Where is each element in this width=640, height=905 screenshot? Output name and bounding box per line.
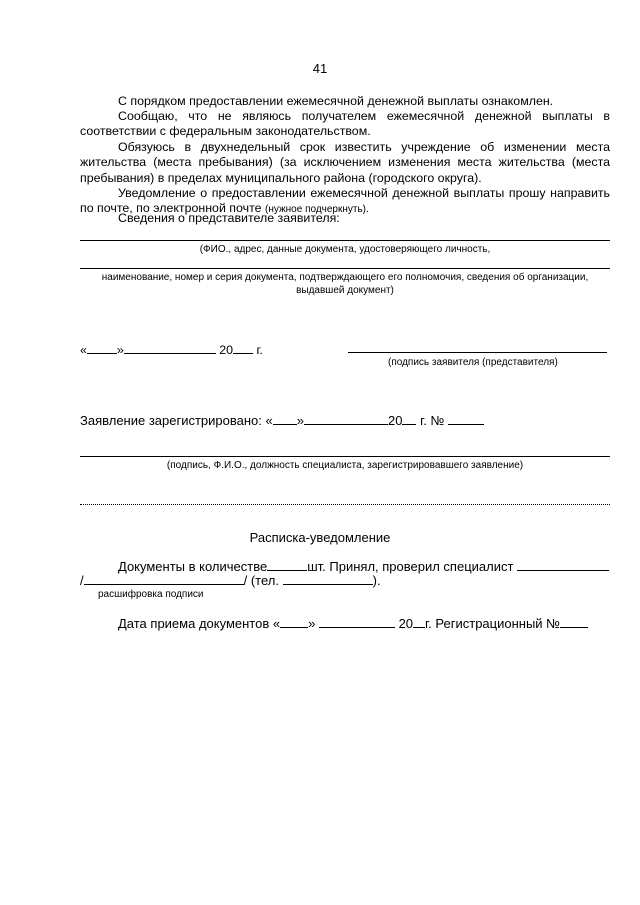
reg-number-blank[interactable] xyxy=(560,616,588,628)
month-blank[interactable] xyxy=(124,342,216,354)
representative-caption-2: наименование, номер и серия документа, подтверждающего его полномочия, сведения об организации, выдавшей документ) xyxy=(101,272,589,296)
applicant-date-field xyxy=(80,342,263,357)
docs-accepted-label: шт. Принял, проверил специалист xyxy=(307,559,514,574)
year-suffix: г. xyxy=(256,343,263,357)
quote-close: » xyxy=(116,343,124,357)
specialist-caption: (подпись, Ф.И.О., должность специалиста, зарегистрировавшего заявление) xyxy=(166,460,524,471)
paragraph-not-recipient: Сообщаю, что не являюсь получателем ежемесячной денежной выплаты в соответствии с федеральным законодательством. xyxy=(80,109,610,139)
receipt-decoding-line xyxy=(80,573,381,588)
paragraph-representative: Сведения о представителе заявителя: xyxy=(118,211,340,225)
tel-blank[interactable] xyxy=(283,573,373,585)
registration-quote-close: » xyxy=(296,413,304,428)
receipt-title: Расписка-уведомление xyxy=(249,530,391,545)
date-year-prefix: 20 xyxy=(398,616,414,631)
docs-count-label: Документы в количестве xyxy=(118,559,268,574)
date-year-blank[interactable] xyxy=(413,616,425,628)
quote-open: « xyxy=(80,343,87,357)
paragraph-obligation: Обязуюсь в двухнедельный срок известить учреждение об изменении места жительства (места пребывания) (за исключением изменения места жительства (места пребывания) в пределах муниципального района (городского округа). xyxy=(80,140,610,185)
cut-line xyxy=(80,504,610,505)
registration-year-prefix: 20 xyxy=(387,413,403,428)
registration-line xyxy=(80,413,484,428)
date-month-blank[interactable] xyxy=(319,616,395,628)
registration-number-label: г. № xyxy=(420,413,445,428)
tel-close: ). xyxy=(372,573,381,588)
registration-label: Заявление зарегистрировано: « xyxy=(80,413,273,428)
registration-month-blank[interactable] xyxy=(304,413,388,425)
decoding-caption: расшифровка подписи xyxy=(98,589,204,600)
page-number: 41 xyxy=(312,61,328,76)
notification-text: Уведомление о предоставлении ежемесячной денежной выплаты прошу направить по почте, по электронной почте xyxy=(80,186,610,216)
year-prefix: 20 xyxy=(219,343,234,357)
registration-number-blank[interactable] xyxy=(448,413,484,425)
notification-note: (нужное подчеркнуть). xyxy=(264,204,369,216)
date-quote-close: » xyxy=(308,616,316,631)
receipt-date-line xyxy=(118,616,588,631)
representative-caption-1: (ФИО., адрес, данные документа, удостоверяющего личность, xyxy=(199,244,491,255)
applicant-signature-caption: (подпись заявителя (представителя) xyxy=(388,357,558,368)
specialist-signature-line[interactable] xyxy=(80,456,610,457)
day-blank[interactable] xyxy=(87,342,117,354)
registration-year-blank[interactable] xyxy=(402,413,416,425)
representative-line-2[interactable] xyxy=(80,268,610,269)
tel-label: / (тел. xyxy=(243,573,279,588)
paragraph-acquainted: С порядком предоставлении ежемесячной денежной выплаты ознакомлен. xyxy=(118,94,554,108)
reg-number-label: г. Регистрационный № xyxy=(425,616,561,631)
slash: / xyxy=(80,573,84,588)
decoding-blank[interactable] xyxy=(84,573,244,585)
registration-day-blank[interactable] xyxy=(273,413,297,425)
year-blank[interactable] xyxy=(233,342,253,354)
applicant-signature-line[interactable] xyxy=(348,352,607,353)
specialist-blank[interactable] xyxy=(517,559,609,571)
representative-line-1[interactable] xyxy=(80,240,610,241)
date-day-blank[interactable] xyxy=(280,616,308,628)
receipt-docs-line xyxy=(118,559,609,574)
date-label: Дата приема документов « xyxy=(118,616,281,631)
docs-count-blank[interactable] xyxy=(267,559,307,571)
